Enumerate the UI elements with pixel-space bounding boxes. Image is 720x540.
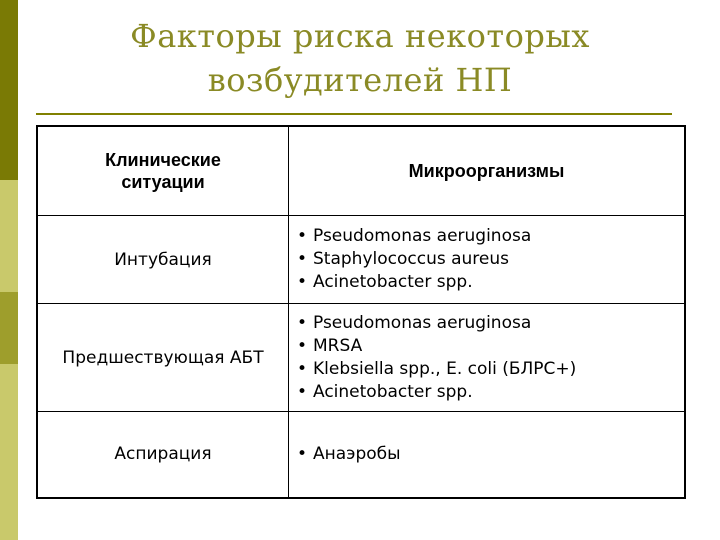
table-row [37, 216, 685, 304]
slide-title [60, 14, 660, 102]
bullet-icon: • [297, 312, 308, 333]
slide-title-line-2: возбудителей НП [207, 61, 513, 99]
bullet-icon: • [297, 381, 308, 402]
header-col1-line-2: ситуации [121, 172, 205, 192]
row-organisms [289, 216, 686, 304]
title-underline [36, 113, 672, 115]
bullet-icon: • [297, 358, 308, 379]
list-item [297, 225, 684, 248]
row-condition: Интубация [37, 216, 289, 304]
organism-list [297, 312, 684, 404]
organism-name: Pseudomonas aeruginosa [313, 226, 532, 246]
table-row [37, 304, 685, 412]
bullet-icon: • [297, 226, 308, 246]
list-item [297, 381, 684, 404]
sidebar-top-block [0, 0, 18, 180]
organism-name: MRSA [313, 335, 363, 356]
organism-name: Acinetobacter spp. [313, 272, 473, 292]
row-condition: Предшествующая АБТ [37, 304, 289, 412]
organism-name: Acinetobacter spp. [313, 381, 473, 402]
slide-sidebar-decoration [0, 0, 18, 540]
list-item [297, 312, 684, 335]
list-item [297, 443, 684, 466]
header-microorganisms: Микроорганизмы [289, 126, 686, 216]
header-col1-line-1: Клинические [105, 150, 221, 170]
bullet-icon: • [297, 335, 308, 356]
table-header-row [37, 126, 685, 216]
list-item [297, 335, 684, 358]
organism-name: Анаэробы [313, 443, 401, 464]
list-item [297, 248, 684, 271]
row-organisms [289, 304, 686, 412]
slide-title-line-1: Факторы риска некоторых [130, 17, 590, 55]
bullet-icon: • [297, 249, 308, 269]
organism-list [297, 443, 684, 466]
sidebar-middle-block [0, 292, 18, 364]
row-organisms [289, 412, 686, 498]
row-condition: Аспирация [37, 412, 289, 498]
organism-list [297, 225, 684, 294]
bullet-icon: • [297, 443, 308, 464]
organism-name: Pseudomonas aeruginosa [313, 312, 532, 333]
table-row [37, 412, 685, 498]
header-clinical-situations [37, 126, 289, 216]
organism-name: Klebsiella spp., E. coli (БЛРС+) [313, 358, 577, 379]
organism-name: Staphylococcus aureus [313, 249, 509, 269]
risk-factors-table [36, 125, 686, 499]
list-item [297, 358, 684, 381]
list-item [297, 271, 684, 294]
bullet-icon: • [297, 272, 308, 292]
